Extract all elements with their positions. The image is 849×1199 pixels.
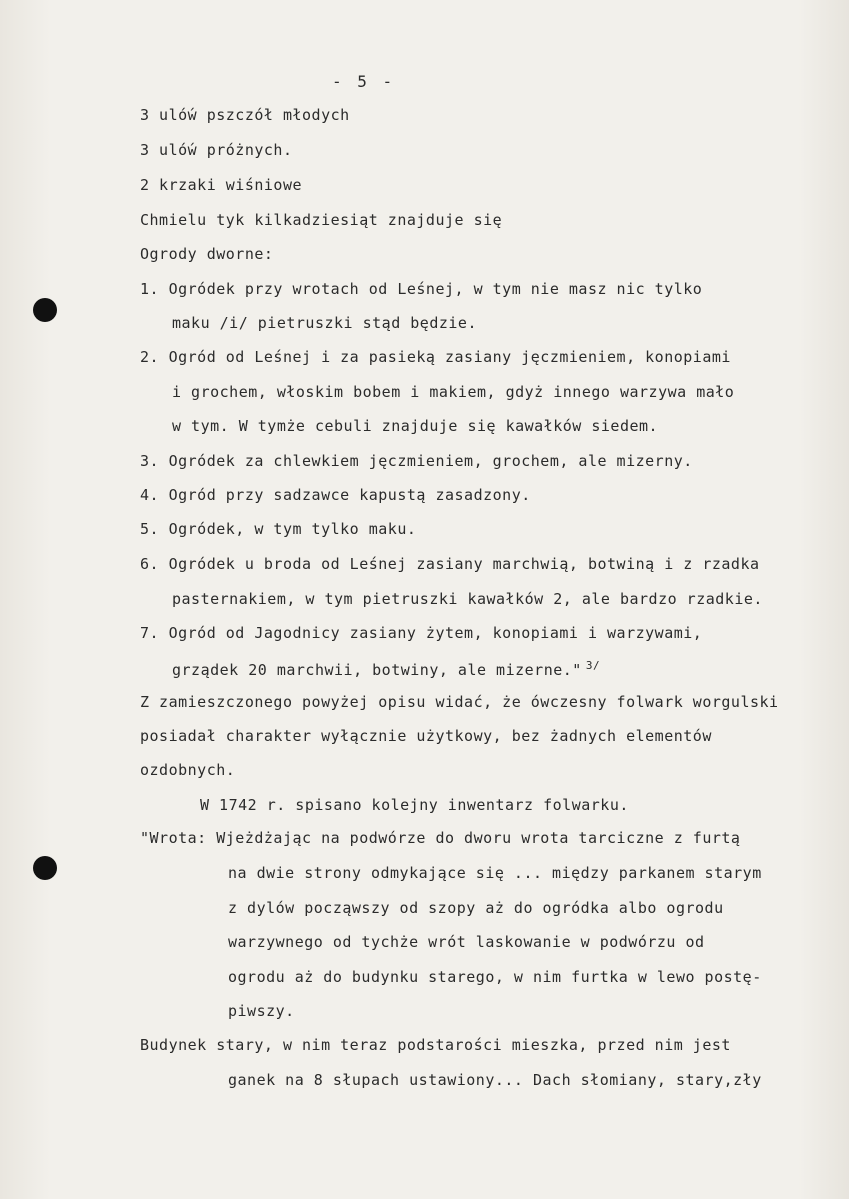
page-number: - 5 -: [332, 72, 396, 91]
text-line: Ogrody dworne:: [140, 245, 274, 263]
text-line: ozdobnych.: [140, 761, 236, 779]
text-line: z dylów począwszy od szopy aż do ogródka albo ogrodu: [228, 899, 724, 917]
text-line: i grochem, włoskim bobem i makiem, gdyż innego warzywa mało: [172, 383, 735, 401]
footnote-marker: 3/: [585, 659, 601, 672]
text-line: 5. Ogródek, w tym tylko maku.: [140, 520, 417, 538]
text-line: ganek na 8 słupach ustawiony... Dach słomiany, stary,zły: [228, 1071, 762, 1089]
text-line: W 1742 r. spisano kolejny inwentarz folwarku.: [200, 796, 629, 814]
punch-hole-bottom: [33, 856, 57, 880]
text-line: 2 krzaki wiśniowe: [140, 176, 303, 194]
text-line: [172, 656, 600, 680]
text-line: piwszy.: [228, 1002, 295, 1020]
text-line: maku /i/ pietruszki stąd będzie.: [172, 314, 477, 332]
text-line-content: grządek 20 marchwii, botwiny, ale mizerne.": [172, 661, 582, 679]
text-line: 2. Ogród od Leśnej i za pasieką zasiany jęczmieniem, konopiami: [140, 348, 731, 366]
text-line: 3 uló́w próżnych.: [140, 141, 293, 159]
punch-hole-top: [33, 298, 57, 322]
text-line: 1. Ogródek przy wrotach od Leśnej, w tym nie masz nic tylko: [140, 280, 703, 298]
text-line: "Wrota: Wjeżdżając na podwórze do dworu wrota tarciczne z furtą: [140, 829, 741, 847]
text-line: w tym. W tymże cebuli znajduje się kawałków siedem.: [172, 417, 659, 435]
text-line: 4. Ogród przy sadzawce kapustą zasadzony.: [140, 486, 531, 504]
text-line: Chmielu tyk kilkadziesiąt znajduje się: [140, 211, 503, 229]
text-line: Z zamieszczonego powyżej opisu widać, że ówczesny folwark worgulski: [140, 693, 779, 711]
text-line: 7. Ogród od Jagodnicy zasiany żytem, konopiami i warzywami,: [140, 624, 703, 642]
text-line: Budynek stary, w nim teraz podstarości mieszka, przed nim jest: [140, 1036, 731, 1054]
text-line: warzywnego od tychże wrót laskowanie w podwórzu od: [228, 933, 705, 951]
text-line: pasternakiem, w tym pietruszki kawałków 2, ale bardzo rzadkie.: [172, 590, 763, 608]
text-line: 3 uló́w pszczół młodych: [140, 106, 350, 124]
text-line: na dwie strony odmykające się ... między parkanem starym: [228, 864, 762, 882]
text-line: 3. Ogródek za chlewkiem jęczmieniem, grochem, ale mizerny.: [140, 452, 693, 470]
text-line: posiadał charakter wyłącznie użytkowy, bez żadnych elementów: [140, 727, 712, 745]
text-line: ogrodu aż do budynku starego, w nim furtka w lewo postę-: [228, 968, 762, 986]
text-line: 6. Ogródek u broda od Leśnej zasiany marchwią, botwiną i z rzadka: [140, 555, 760, 573]
